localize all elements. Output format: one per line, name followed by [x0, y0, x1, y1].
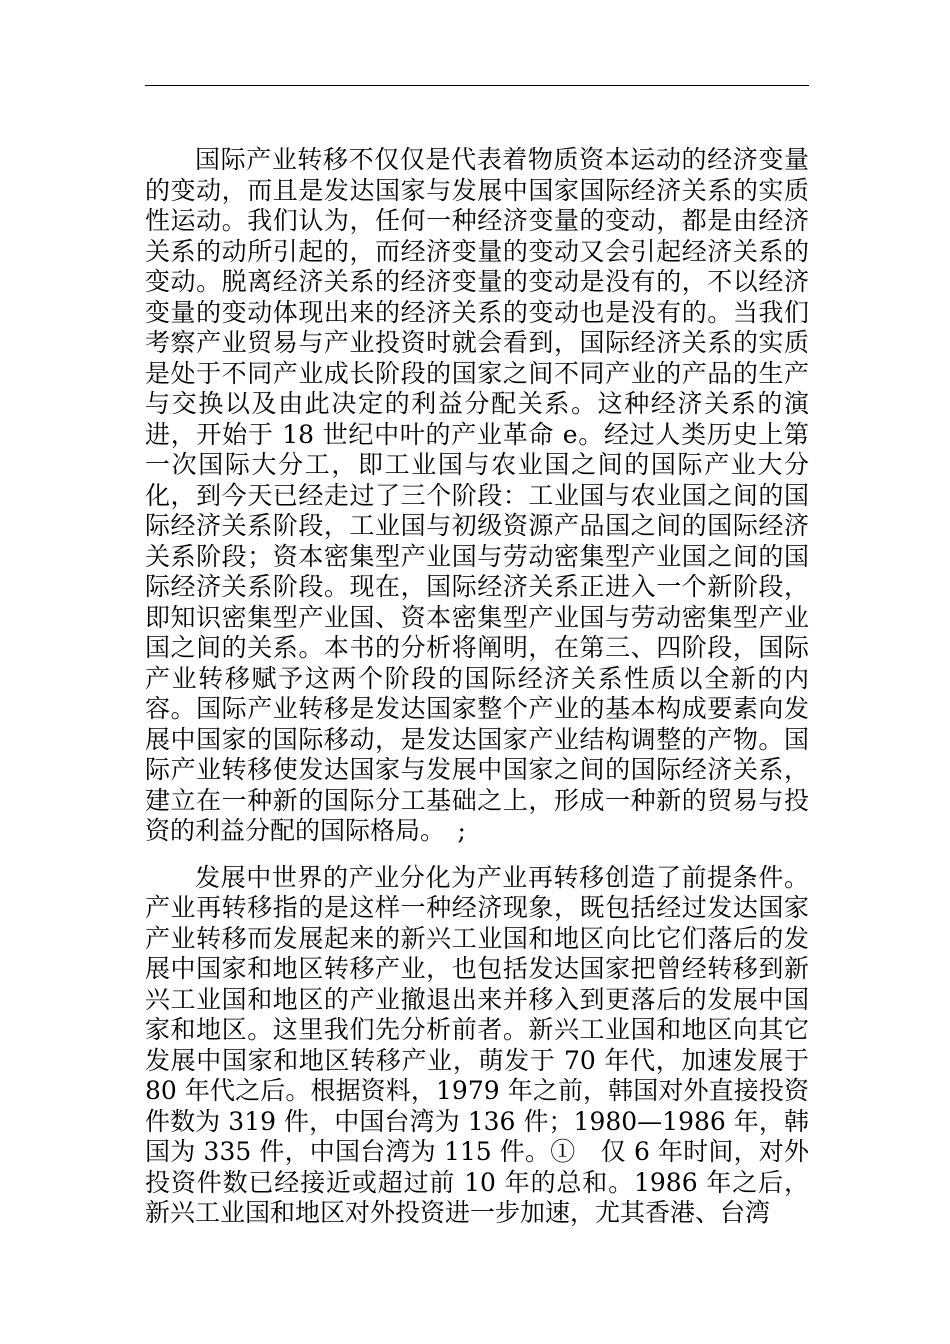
paragraph-1: 国际产业转移不仅仅是代表着物质资本运动的经济变量的变动，而且是发达国家与发展中国家国际经济关系的实质性运动。我们认为，任何一种经济变量的变动，都是由经济关系的动所引起的，而经济变量的变动又会引起经济关系的变动。脱离经济关系的经济变量的变动是没有的，不以经济变量的变动体现出来的经济关系的变动也是没有的。当我们考察产业贸易与产业投资时就会看到，国际经济关系的实质是处于不同产业成长阶段的国家之间不同产业的产品的生产与交换以及由此决定的利益分配关系。这种经济关系的演进，开始于 18 世纪中叶的产业革命 e。经过人类历史上第一次国际大分工，即工业国与农业国之间的国际产业大分化，到今天已经走过了三个阶段：工业国与农业国之间的国际经济关系阶段，工业国与初级资源产品国之间的国际经济关系阶段；资本密集型产业国与劳动密集型产业国之间的国际经济关系阶段。现在，国际经济关系正进入一个新阶段，即知识密集型产业国、资本密集型产业国与劳动密集型产业国之间的关系。本书的分析将阐明，在第三、四阶段，国际产业转移赋予这两个阶段的国际经济关系性质以全新的内容。国际产业转移是发达国家整个产业的基本构成要素向发展中国家的国际移动，是发达国家产业结构调整的产物。国际产业转移使发达国家与发展中国家之间的国际经济关系，建立在一种新的国际分工基础之上，形成一种新的贸易与投资的利益分配的国际格局。 ;: [145, 145, 809, 845]
paragraph-2: 发展中世界的产业分化为产业再转移创造了前提条件。产业再转移指的是这样一种经济现象，既包括经过发达国家产业转移而发展起来的新兴工业国和地区向比它们落后的发展中国家和地区转移产业，也包括发达国家把曾经转移到新兴工业国和地区的产业撤退出来并移入到更落后的发展中国家和地区。这里我们先分析前者。新兴工业国和地区向其它发展中国家和地区转移产业，萌发于 70 年代，加速发展于 80 年代之后。根据资料，1979 年之前，韩国对外直接投资件数为 319 件，中国台湾为 136 件；1980—1986 年，韩国为 335 件，中国台湾为 115 件。① 仅 6 年时间，对外投资件数已经接近或超过前 10 年的总和。1986 年之后，新兴工业国和地区对外投资进一步加速，尤其香港、台湾: [145, 862, 809, 1227]
header-rule: [145, 85, 809, 86]
body-text: [145, 145, 809, 1229]
